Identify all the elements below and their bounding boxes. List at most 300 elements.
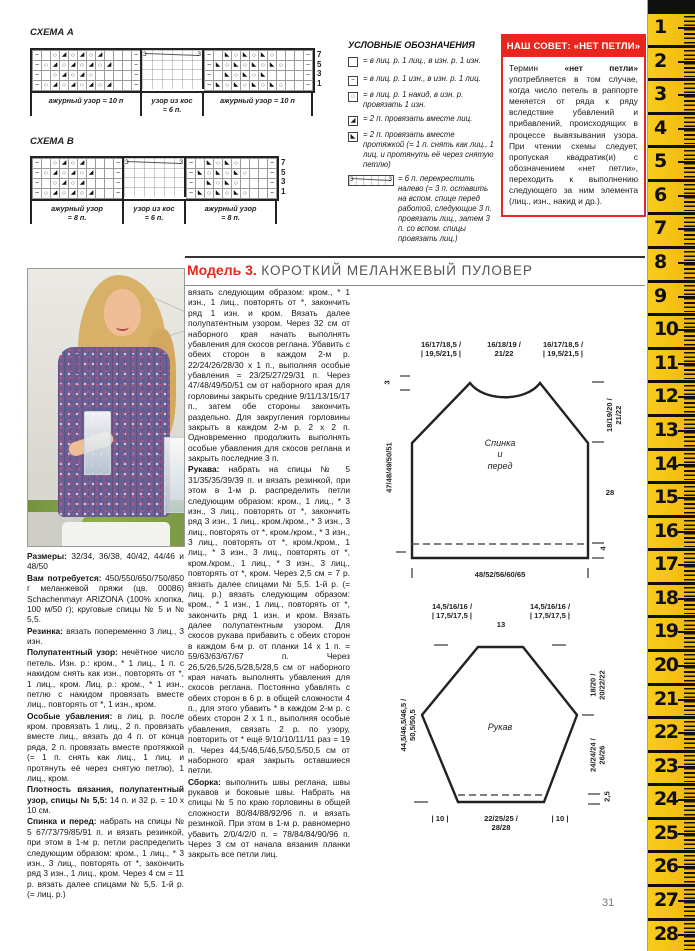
ruler-number: 4 — [654, 116, 666, 139]
stitch-cell: ○ — [232, 51, 241, 61]
stitch-cell: ○ — [250, 51, 259, 61]
ruler-dash — [678, 195, 695, 197]
dim-sleeve-top-left: 14,5/16/16 / | 17,5/17,5 | — [431, 602, 473, 621]
stitch-grid — [32, 158, 124, 199]
model-number: Модель 3. — [187, 262, 257, 278]
stitch-cell: ○ — [51, 51, 60, 61]
stitch-cell: − — [187, 169, 196, 179]
stitch-cell: ○ — [205, 169, 214, 179]
dim-sleeve-bottom-center: 22/25/25 / 28/28 — [484, 814, 518, 833]
ssk-symbol-icon — [348, 130, 363, 170]
legend-item-text: = в лиц. р. 1 накид, в изн. р. провязать 1 изн. — [363, 89, 464, 109]
stitch-cell: ○ — [60, 169, 69, 179]
photo-glass — [84, 411, 111, 475]
stitch-cell — [286, 51, 295, 61]
ruler-segment — [648, 750, 695, 784]
stitch-cell: − — [33, 51, 42, 61]
dim-raglan-height: 18/19/20 / 21/22 — [604, 398, 623, 432]
stitch-cell: ◣ — [259, 51, 268, 61]
stitch-cell: − — [304, 61, 313, 71]
stitch-cell: ◢ — [51, 81, 60, 91]
chart-label-line: узор из кос — [151, 96, 193, 105]
paragraph-heading: Вам потребуется: — [27, 572, 106, 583]
stitch-cell: ○ — [51, 179, 60, 189]
chart-row-numbers — [281, 158, 285, 196]
stitch-cell: ◣ — [214, 61, 223, 71]
stitch-cell: − — [132, 61, 142, 71]
ruler-segment — [648, 918, 695, 951]
row-number: 7 — [281, 158, 286, 167]
stitch-cell — [241, 179, 250, 189]
stitch-cell: − — [33, 169, 42, 179]
ruler-dash — [678, 531, 695, 533]
stitch-grid — [186, 158, 277, 199]
stitch-cell: ○ — [232, 159, 241, 169]
stitch-cell: − — [187, 189, 196, 199]
ruler-segment — [648, 817, 695, 851]
ruler-dash — [678, 262, 695, 264]
stitch-cell — [114, 71, 123, 81]
stitch-cell — [123, 51, 132, 61]
chart-body — [30, 48, 321, 93]
stitch-cell: ○ — [241, 189, 250, 199]
stitch-cell: ○ — [96, 61, 105, 71]
ruler-number: 11 — [654, 351, 678, 374]
ruler-number: 8 — [654, 251, 666, 274]
legend-title: УСЛОВНЫЕ ОБОЗНАЧЕНИЯ — [348, 40, 475, 50]
paragraph-heading: Размеры: — [27, 551, 72, 561]
ruler-segment — [648, 45, 695, 79]
stitch-cell — [196, 159, 205, 169]
stitch-cell: ◢ — [105, 61, 114, 71]
legend-item-text: = 2 п. провязать вместе лиц. — [363, 113, 473, 123]
ruler-number: 9 — [654, 284, 666, 307]
ruler-segment — [648, 212, 695, 246]
ruler-dash — [678, 866, 695, 868]
ruler-dash — [678, 497, 695, 499]
stitch-cell: − — [187, 179, 196, 189]
stitch-cell: − — [268, 179, 277, 189]
stitch-cell: ◢ — [69, 189, 78, 199]
chart-label-line: ажурный узор = 10 п — [220, 96, 295, 105]
cable-marker: 3 — [125, 159, 129, 166]
ruler-segment — [648, 112, 695, 146]
paragraph: Спинка и перед: набрать на спицы № 5 67/73/79/85/91 п. и вязать резинкой, при этом в 1-м р. петли распределить следующим образом: кром., 1 лиц., * 3 изн., 3 лиц., повторять от *, закончить ряд 3 изн., 1 лиц., кром. Через 4 см = 11 р. вязать далее спицами № 5,5. 1-й р. (= лиц. р.) — [27, 816, 184, 899]
stitch-cell: ○ — [60, 81, 69, 91]
ruler-dash — [678, 27, 695, 29]
stitch-cell — [214, 51, 223, 61]
stitch-cell — [295, 61, 304, 71]
stitch-cell: ◢ — [51, 189, 60, 199]
stitch-grid — [204, 50, 313, 91]
chart-label-line: узор из кос — [133, 204, 175, 213]
stitch-cell: − — [33, 189, 42, 199]
chart-body — [30, 156, 285, 201]
chart-label-line: ажурный узор — [51, 204, 103, 213]
stitch-cell — [295, 71, 304, 81]
paragraph-heading: Особые убавления: — [27, 710, 118, 721]
ruler-number: 21 — [654, 687, 678, 710]
cable-section — [124, 158, 186, 197]
stitch-cell — [250, 159, 259, 169]
cable-cross-line — [127, 161, 181, 164]
cable-marker: 3 — [197, 51, 201, 58]
paragraph: вязать следующим образом: кром., * 1 изн., 1 лиц., повторять от *, закончить ряд 1 изн. и кром. Вязать далее полупатентным узором. Через 32 см от наборного края начать выполнять убавления для скосов реглана. Убавить с обеих сторон в каждом 2-м р. 22/24/26/28/30 х 1 п., выполняя особые убавления = 23/25/27/29/31 п. Через 47/48/49/50/51 см от наборного края для горловины закрыть средние 9/11/13/15/17 п., затем обе стороны закончить раздельно. Для закругления горловины закрыть в каждом 2-м р. 2 х 2 п. Одновременно продолжить выполнять особые убавления для скосов реглана и закрыть последние 3 п. — [188, 287, 350, 463]
ruler-dash — [678, 128, 695, 130]
tip-text-rest: употребляется в том случае, когда число петель в раппорте меняется от ряда к ряду вследствие убавлений и прибавлений, происходящих в процессе вывязывания узора. При чтении схемы следует, пропуская квадратик(и) с обозначением «нет петли», переходить к выполнению следующего за ним элемента (лиц., изн., накид и др.). — [509, 74, 638, 207]
legend-item-text: = в лиц. р. 1 изн., в изн. р. 1 лиц. — [363, 73, 481, 83]
stitch-cell: ○ — [87, 51, 96, 61]
stitch-cell: ○ — [223, 169, 232, 179]
stitch-cell: ○ — [214, 159, 223, 169]
ruler-dash — [678, 732, 695, 734]
stitch-cell: − — [132, 81, 142, 91]
yo-symbol-icon — [348, 90, 363, 110]
ruler-segment — [648, 683, 695, 717]
ruler-dash — [678, 396, 695, 398]
tip-text-bold: «нет петли» — [564, 63, 638, 73]
stitch-cell — [214, 71, 223, 81]
chart-section-label — [124, 201, 186, 224]
stitch-cell: ◢ — [87, 81, 96, 91]
stitch-cell: ○ — [223, 189, 232, 199]
stitch-cell: ○ — [42, 61, 51, 71]
stitch-cell: ○ — [87, 71, 96, 81]
ruler-number: 12 — [654, 385, 678, 408]
stitch-cell: ○ — [241, 61, 250, 71]
paragraph: Сборка: выполнить швы реглана, швы рукавов и боковые швы. Набрать на спицы № 5 по краю горловины в общей сложности 80/84/88/92/96 п. и вязать резинкой. При этом в 1-м р. равномерно убавить 2/0/4/2/0 п. = 78/84/84/90/96 п. Через 3 см от начала вязания планки закрыть все петли лиц. — [188, 776, 350, 860]
ruler-segment — [648, 850, 695, 884]
ruler-segment — [648, 414, 695, 448]
symbol-legend — [348, 40, 497, 248]
chart-section-labels — [30, 93, 321, 116]
stitch-cell — [105, 51, 114, 61]
stitch-cell: − — [187, 159, 196, 169]
chart-section-label — [186, 201, 277, 224]
cable-symbol — [348, 175, 394, 186]
stitch-cell: ○ — [96, 81, 105, 91]
stitch-cell — [96, 169, 105, 179]
stitch-cell — [105, 159, 114, 169]
legend-items — [348, 56, 497, 244]
dim-neck-depth: 3 — [382, 380, 392, 385]
dim-sleeve-rib: 2,5 — [602, 791, 612, 802]
paragraph: Плотность вязания, полупатентный узор, спицы № 5,5: 14 п. и 32 р. = 10 х 10 см. — [27, 784, 184, 815]
stitch-cell — [259, 159, 268, 169]
paragraph: Резинка: вязать попеременно 3 лиц., 3 изн. — [27, 625, 184, 646]
row-number: 1 — [281, 186, 286, 196]
model-photo — [27, 268, 185, 547]
legend-item — [348, 74, 497, 86]
tip-text-pre: Термин — [509, 63, 565, 73]
ruler-number: 24 — [654, 788, 678, 811]
photo-glass-right — [164, 437, 185, 513]
dim-neck: 16/18/19 / 21/22 — [487, 340, 521, 359]
stitch-cell: − — [114, 169, 124, 179]
stitch-cell: ◢ — [60, 71, 69, 81]
legend-item-text: = в лиц. р. 1 лиц., в изн. р. 1 изн. — [363, 56, 481, 65]
stitch-cell: ○ — [268, 51, 277, 61]
left-text-column — [27, 551, 184, 900]
stitch-cell: ○ — [78, 61, 87, 71]
ssk-symbol: ◣ — [348, 132, 358, 142]
stitch-cell — [96, 71, 105, 81]
legend-item — [348, 174, 497, 244]
piece-name-sleeve: Рукав — [487, 722, 513, 732]
ruler-segment — [648, 78, 695, 112]
row-number: 5 — [281, 167, 286, 177]
stitch-cell: − — [33, 71, 42, 81]
cable-symbol-icon — [348, 174, 398, 244]
schema-b-title: СХЕМА B — [30, 136, 74, 147]
ruler-number: 13 — [654, 418, 678, 441]
dim-shoulder-left: 16/17/18,5 / | 19,5/21,5 | — [420, 340, 462, 359]
legend-item — [348, 56, 497, 70]
ruler-number: 19 — [654, 620, 678, 643]
stitch-cell: ◣ — [223, 179, 232, 189]
cable-marker: 3 — [388, 176, 392, 183]
stitch-cell: ◣ — [214, 189, 223, 199]
stitch-cell: ○ — [241, 169, 250, 179]
ruler-number: 20 — [654, 653, 678, 676]
chart-section-label — [142, 93, 204, 116]
ruler-dash — [678, 430, 695, 432]
stitch-cell: ○ — [241, 81, 250, 91]
ruler-number: 10 — [654, 318, 678, 341]
chart-label-line: = 6 п. — [144, 213, 164, 223]
model-title: КОРОТКИЙ МЕЛАНЖЕВЫЙ ПУЛОВЕР — [261, 263, 533, 278]
ruler-segment — [648, 783, 695, 817]
stitch-cell: ◢ — [87, 189, 96, 199]
ruler-segment — [648, 280, 695, 314]
ruler-dash — [678, 161, 695, 163]
chart-label-line: ажурный узор = 10 п — [48, 96, 124, 105]
dim-sleeve-total-height: 44,5/46,5/46,5 / 50,5/50,5 — [398, 698, 417, 752]
dim-sleeve-bottom-left: | 10 | — [431, 814, 449, 823]
stitch-cell: − — [304, 81, 313, 91]
stitch-cell: ○ — [69, 51, 78, 61]
stitch-cell: − — [268, 169, 277, 179]
dim-sleeve-top-width: 13 — [496, 620, 506, 629]
stitch-cell: ◣ — [223, 159, 232, 169]
stitch-cell — [259, 189, 268, 199]
stitch-cell: ◢ — [69, 169, 78, 179]
ruler-segment — [648, 548, 695, 582]
stitch-cell: ◣ — [205, 159, 214, 169]
ruler-number: 6 — [654, 183, 666, 206]
stitch-cell — [42, 179, 51, 189]
ruler-number: 1 — [654, 16, 666, 38]
stitch-cell — [123, 81, 132, 91]
ruler-segment — [648, 448, 695, 482]
cable-marker: 3 — [350, 176, 354, 183]
page-number: 31 — [602, 897, 615, 909]
cable-marker: 3 — [143, 51, 147, 58]
stitch-cell: − — [33, 159, 42, 169]
ruler-number: 22 — [654, 721, 678, 744]
ruler-number: 18 — [654, 586, 678, 609]
paragraph-heading: Спинка и перед: — [27, 816, 101, 827]
stitch-cell: ◢ — [51, 61, 60, 71]
stitch-cell: − — [114, 189, 124, 199]
dim-sleeve-side: 24/24/24 / 26/26 — [588, 738, 607, 772]
stitch-cell: ○ — [259, 81, 268, 91]
stitch-cell — [268, 71, 277, 81]
stitch-cell: − — [268, 159, 277, 169]
ruler-segment — [648, 481, 695, 515]
stitch-cell: ◢ — [87, 61, 96, 71]
stitch-cell: − — [205, 71, 214, 81]
stitch-cell — [96, 189, 105, 199]
ruler-number: 26 — [654, 855, 678, 878]
stitch-cell: ○ — [223, 81, 232, 91]
chart-grid-sections — [30, 156, 279, 201]
stitch-cell: ○ — [78, 81, 87, 91]
empty-symbol — [348, 57, 358, 67]
ruler-segment — [648, 145, 695, 179]
stitch-cell — [42, 159, 51, 169]
model-header — [185, 256, 645, 286]
stitch-cell: ◢ — [51, 169, 60, 179]
empty-symbol-icon — [348, 56, 363, 70]
stitch-grid — [32, 50, 142, 91]
ruler-dash — [678, 564, 695, 566]
ruler-segment — [648, 380, 695, 414]
ruler-dash — [678, 296, 695, 298]
paragraph-heading: Полупатентный узор: — [27, 647, 122, 658]
stitch-cell — [42, 71, 51, 81]
stitch-cell — [123, 61, 132, 71]
stitch-cell: ◣ — [214, 81, 223, 91]
photo-melange-pullover — [58, 347, 170, 517]
chart-label-line: = 8 п. — [67, 213, 87, 223]
measuring-tape-ruler — [647, 0, 695, 951]
chart-label-line: ажурный узор — [204, 204, 257, 213]
cable-section — [142, 50, 204, 89]
stitch-cell — [87, 179, 96, 189]
paragraph: Полупатентный узор: нечётное число петель. Изн. р.: кром., * 1 лиц., 1 п. с накидом снять как изн., повторять от *, 1 лиц., кром. Лиц. р.: кром., * 1 изн., петлю с накидом провязать вместе лиц., повторять от *, 1 изн., кром. — [27, 647, 184, 710]
stitch-cell — [105, 189, 114, 199]
stitch-cell — [250, 179, 259, 189]
stitch-cell: ○ — [60, 61, 69, 71]
stitch-cell: ◣ — [250, 61, 259, 71]
ruler-number: 16 — [654, 519, 678, 542]
legend-item — [348, 90, 497, 110]
stitch-cell: ◢ — [69, 61, 78, 71]
stitch-cell: ◢ — [69, 81, 78, 91]
stitch-cell: ○ — [277, 81, 286, 91]
stitch-cell — [277, 51, 286, 61]
stitch-cell: ○ — [78, 189, 87, 199]
stitch-cell — [114, 61, 123, 71]
stitch-cell: ○ — [205, 189, 214, 199]
stitch-cell: ◢ — [78, 179, 87, 189]
stitch-cell — [196, 179, 205, 189]
k2tog-symbol: ◢ — [348, 116, 358, 126]
stitch-cell: ◣ — [241, 71, 250, 81]
dim-total-height: 47/48/49/50/51 — [384, 442, 394, 493]
stitch-cell: ○ — [51, 71, 60, 81]
legend-item — [348, 114, 497, 126]
ruler-segment — [648, 347, 695, 381]
paragraph: Рукава: набрать на спицы № 5 31/35/35/39/39 п. и вязать резинкой, при этом в 1-м р. распределить петли следующим образом: кром., 1 лиц., * 3 изн., 3 лиц., повторять от *, закончить ряд 3 изн., 1 лиц., кром./кром., * 3 изн., 3 лиц., повторять от *, кром./кром., * 3 изн., 3 лиц., повторять от *, кром./кром., 1 лиц., * 3 изн., 3 лиц., повторять от *, кром./кром., 1 лиц., * 3 изн., 3 лиц., повторять от *, кром. Через 2,5 см = 7 р. вязать далее спицами № 5,5. 1-й р. (= лиц. р.) вязать следующим образом: кром., * 1 изн., 1 лиц., повторять от *, закончить ряд 1 изн. и кром. Вязать далее полупатентным узором. Для скосов рукава прибавить с обеих сторон в каждом 6-м р. от планки 14 х 1 п. = 59/63/63/67/67 п. Через 26,5/26,5/26,5/28,5/28,5 см от наборного края начать выполнять убавления для скосов реглана. Постоянно убавлять с обеих сторон в 6 р. в общей сложности 4 п., для этого убавить * в каждом 2-м р. с обеих сторон 2 х 1 п., выполняя особые убавления, связать 2 р. по узору, повторить от * ещё 9/10/10/11/11 раз = 19 п. Через 44,5/46,5/46,5/50,5/50,5 см от наборного края закрыть оставшиеся петли. — [188, 464, 350, 776]
stitch-cell: ◢ — [96, 51, 105, 61]
row-number: 1 — [317, 78, 322, 88]
stitch-cell — [277, 71, 286, 81]
chart-section-labels — [30, 201, 285, 224]
ruler-segment — [648, 179, 695, 213]
ruler-segment — [648, 582, 695, 616]
stitch-cell: ◣ — [214, 169, 223, 179]
yo-symbol: ○ — [348, 92, 358, 102]
ruler-dash — [678, 598, 695, 600]
stitch-cell: ◣ — [223, 51, 232, 61]
stitch-cell: ◣ — [268, 81, 277, 91]
stitch-cell: ◣ — [205, 179, 214, 189]
stitch-cell: ◢ — [60, 159, 69, 169]
ruler-number: 15 — [654, 486, 678, 509]
schema-a-chart — [30, 48, 321, 116]
stitch-cell — [87, 159, 96, 169]
ruler-dash — [678, 61, 695, 63]
row-number: 3 — [281, 177, 286, 187]
stitch-cell: ○ — [60, 189, 69, 199]
ruler-segment — [648, 11, 695, 45]
stitch-cell — [295, 51, 304, 61]
ruler-dash — [678, 464, 695, 466]
stitch-cell — [259, 169, 268, 179]
dim-bottom-width: 48/52/56/60/65 — [474, 570, 526, 579]
paragraph: Вам потребуется: 450/550/650/750/850 г меланжевой пряжи (цв. 00086) Schachenmayr ARIZONA (100% хлопка, 100 м/50 г); круговые спицы № 5 и № 5,5. — [27, 572, 184, 625]
stitch-cell: ○ — [69, 159, 78, 169]
stitch-cell: ◢ — [78, 71, 87, 81]
stitch-cell: − — [304, 51, 313, 61]
row-number: 5 — [317, 59, 322, 69]
stitch-cell — [295, 81, 304, 91]
stitch-cell — [286, 81, 295, 91]
ruler-number: 27 — [654, 889, 678, 912]
dim-sleeve-raglan: 18/20 / 20/22/22 — [588, 670, 607, 700]
stitch-cell: ◣ — [196, 189, 205, 199]
stitch-cell: ◢ — [60, 179, 69, 189]
photo-pants — [62, 522, 170, 546]
chart-section-label — [30, 93, 142, 116]
stitch-cell: ○ — [223, 61, 232, 71]
stitch-cell — [114, 81, 123, 91]
stitch-cell: ◣ — [250, 81, 259, 91]
stitch-cell: ◣ — [223, 71, 232, 81]
stitch-cell: ○ — [250, 71, 259, 81]
middle-text-column — [188, 287, 350, 861]
stitch-cell — [96, 159, 105, 169]
stitch-cell: ◣ — [232, 189, 241, 199]
ruler-number: 25 — [654, 821, 678, 844]
paragraph-heading: Резинка: — [27, 625, 67, 636]
legend-item-text: = 2 п. провязать вместе протяжкой (= 1 п. снять как лиц., 1 лиц. и протянуть её через снятую петлю) — [363, 129, 494, 169]
stitch-cell: ○ — [69, 71, 78, 81]
ruler-segment — [648, 515, 695, 549]
stitch-cell — [286, 71, 295, 81]
stitch-cell: − — [33, 81, 42, 91]
ruler-dash — [678, 799, 695, 801]
stitch-cell: ○ — [78, 169, 87, 179]
stitch-cell: ○ — [214, 179, 223, 189]
stitch-cell — [241, 159, 250, 169]
chart-label-line: = 8 п. — [221, 213, 240, 223]
stitch-cell — [105, 169, 114, 179]
stitch-cell: ○ — [42, 169, 51, 179]
ruler-segment — [648, 313, 695, 347]
